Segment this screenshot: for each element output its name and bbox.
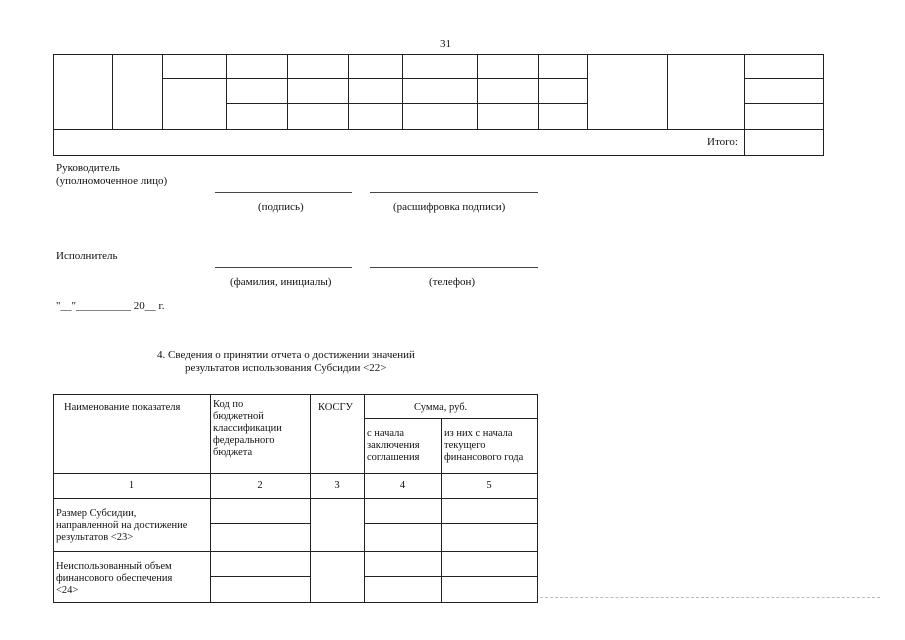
col-number-2: 2 — [257, 480, 263, 491]
header-sum: Сумма, руб. — [414, 402, 468, 413]
header-indicator: Наименование показателя — [64, 402, 181, 413]
decoding-line — [370, 192, 538, 193]
date-line: "__"__________ 20__ г. — [56, 300, 165, 312]
phone-line — [370, 267, 538, 268]
col-number-1: 1 — [128, 480, 135, 491]
col-number-4: 4 — [399, 480, 406, 491]
head-label: Руководитель — [56, 162, 120, 174]
phone-caption: (телефон) — [429, 276, 476, 288]
scan-artifact-line — [540, 597, 880, 598]
name-caption: (фамилия, инициалы) — [230, 276, 332, 288]
col-number-5: 5 — [486, 480, 492, 491]
name-line — [215, 267, 352, 268]
section-title-sub: результатов использования Субсидии <22> — [185, 362, 387, 374]
decoding-caption: (расшифровка подписи) — [393, 201, 506, 213]
header-code: Код по бюджетной классификации федерального бюджета — [213, 399, 282, 458]
executor-label: Исполнитель — [56, 250, 118, 262]
header-kosgu: КОСГУ — [318, 402, 353, 413]
total-label: Итого: — [707, 136, 738, 148]
header-current-year: из них с начала текущего финансового года — [444, 428, 524, 463]
row-label-unused: Неиспользованный объем финансового обеспечения <24> — [56, 561, 173, 596]
signature-caption: (подпись) — [258, 201, 304, 213]
page-number: 31 — [440, 38, 451, 50]
col-number-3: 3 — [334, 480, 340, 491]
section-title: 4. Сведения о принятии отчета о достижении значений — [157, 349, 415, 361]
signature-line — [215, 192, 352, 193]
row-label-subsidy: Размер Субсидии, направленной на достижение результатов <23> — [56, 508, 188, 543]
header-since-agreement: с начала заключения соглашения — [367, 428, 420, 463]
head-label-sub: (уполномоченное лицо) — [56, 175, 168, 187]
